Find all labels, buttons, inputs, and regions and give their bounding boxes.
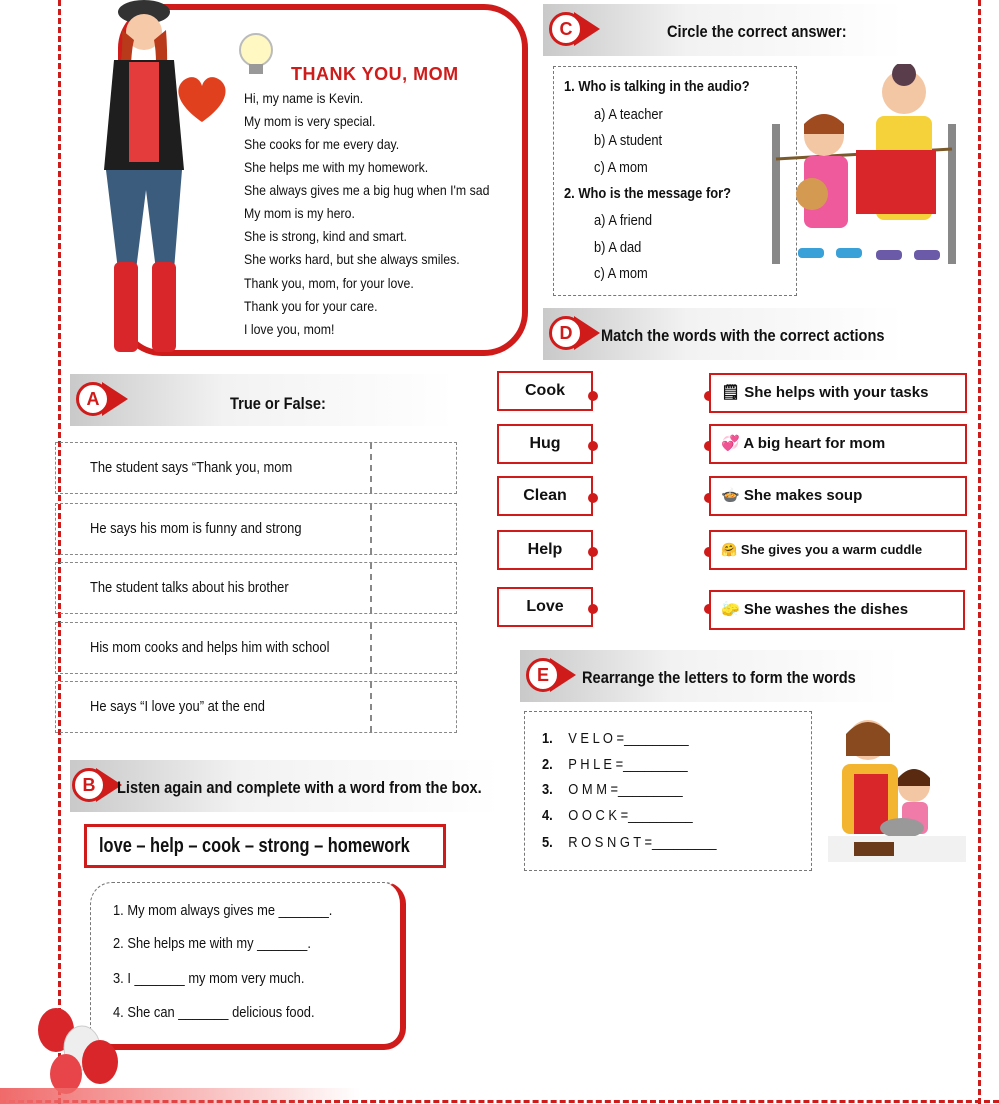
letter-line: She cooks for me every day. <box>244 136 400 152</box>
answer-blank[interactable]: _________ <box>651 834 717 851</box>
cooking-illustration <box>806 716 966 866</box>
heart-icon: 💞 <box>721 435 740 452</box>
answer-option[interactable]: b) A dad <box>594 239 642 256</box>
answer-blank[interactable]: _________ <box>628 807 693 824</box>
task-list-icon: 🗒 <box>721 384 741 401</box>
word-box <box>84 824 446 868</box>
answer-box[interactable] <box>370 682 456 732</box>
hug-icon: 🤗 <box>721 542 738 557</box>
section-a-title: True or False: <box>230 394 326 413</box>
true-false-row <box>55 622 457 674</box>
item-number: 3. <box>542 781 553 798</box>
section-b-title: Listen again and complete with a word from the box. <box>117 778 482 797</box>
answer-blank[interactable]: _________ <box>624 730 689 747</box>
match-word[interactable]: Help <box>497 530 593 570</box>
answer-box[interactable] <box>370 504 456 554</box>
match-word[interactable]: Cook <box>497 371 593 411</box>
true-false-row <box>55 562 457 614</box>
rearrange-item <box>542 730 689 747</box>
match-dot[interactable] <box>588 493 598 503</box>
statement-text: He says his mom is funny and strong <box>90 520 302 537</box>
section-d-title: Match the words with the correct actions <box>601 326 885 345</box>
letter-line: She is strong, kind and smart. <box>244 228 407 244</box>
question-2: 2. Who is the message for? <box>564 185 732 202</box>
match-action[interactable] <box>709 373 967 413</box>
statement-text: His mom cooks and helps him with school <box>90 639 330 656</box>
true-false-row <box>55 442 457 494</box>
item-number: 1. <box>542 730 553 747</box>
letter-line: My mom is my hero. <box>244 205 355 221</box>
answer-box[interactable] <box>370 563 456 613</box>
fill-sentence[interactable]: 4. She can _______ delicious food. <box>113 1004 315 1021</box>
answer-option[interactable]: b) A student <box>594 132 663 149</box>
rearrange-item <box>542 781 683 798</box>
section-c-title: Circle the correct answer: <box>667 22 847 41</box>
letter-line: She helps me with my homework. <box>244 159 429 175</box>
match-word[interactable]: Love <box>497 587 593 627</box>
answer-box[interactable] <box>370 443 456 493</box>
item-number: 5. <box>542 834 553 851</box>
action-text: She gives you a warm cuddle <box>740 542 923 557</box>
circle-answer-box <box>553 66 797 296</box>
match-action[interactable] <box>709 530 967 570</box>
page-border-right <box>978 0 981 1104</box>
question-1: 1. Who is talking in the audio? <box>564 78 750 95</box>
match-dot[interactable] <box>588 547 598 557</box>
item-number: 2. <box>542 756 553 773</box>
rearrange-item <box>542 807 693 824</box>
section-d-badge: D <box>549 316 583 350</box>
match-action[interactable] <box>709 590 965 630</box>
true-false-row <box>55 503 457 555</box>
scrambled-letters: R O S N G T = <box>568 834 652 851</box>
item-number: 4. <box>542 807 553 824</box>
letter-line: I love you, mom! <box>244 321 335 337</box>
heart-icon <box>174 74 230 124</box>
action-text: She helps with your tasks <box>744 384 929 401</box>
letter-line: Thank you for your care. <box>244 298 378 314</box>
section-e-badge: E <box>526 658 560 692</box>
fill-sentence[interactable]: 1. My mom always gives me _______. <box>113 902 333 919</box>
match-action[interactable] <box>709 424 967 464</box>
scrambled-letters: O O C K = <box>568 807 629 824</box>
answer-option[interactable]: a) A friend <box>594 212 653 229</box>
answer-option[interactable]: c) A mom <box>594 265 648 282</box>
answer-blank[interactable]: _________ <box>618 781 683 798</box>
scrambled-letters: P H L E = <box>568 756 624 773</box>
statement-text: The student talks about his brother <box>90 579 289 596</box>
rearrange-item <box>542 834 717 851</box>
action-text: A big heart for mom <box>743 435 886 452</box>
action-text: She makes soup <box>743 487 863 504</box>
soup-icon: 🍲 <box>721 487 740 504</box>
match-word[interactable]: Hug <box>497 424 593 464</box>
true-false-row <box>55 681 457 733</box>
section-c-badge: C <box>549 12 583 46</box>
statement-text: He says “I love you” at the end <box>90 698 265 715</box>
sponge-icon: 🧽 <box>721 601 740 618</box>
match-dot[interactable] <box>588 391 598 401</box>
letter-line: She always gives me a big hug when I'm sad <box>244 182 490 198</box>
answer-box[interactable] <box>370 623 456 673</box>
match-dot[interactable] <box>588 604 598 614</box>
letter-line: My mom is very special. <box>244 113 376 129</box>
answer-option[interactable]: c) A mom <box>594 159 648 176</box>
mom-illustration <box>74 0 254 364</box>
letter-line: She works hard, but she always smiles. <box>244 251 460 267</box>
section-a-badge: A <box>76 382 110 416</box>
answer-option[interactable]: a) A teacher <box>594 106 663 123</box>
action-text: She washes the dishes <box>743 601 909 618</box>
scrambled-letters: O M M = <box>568 781 619 798</box>
letter-line: Hi, my name is Kevin. <box>244 90 364 106</box>
match-dot[interactable] <box>588 441 598 451</box>
bottom-decor-strip <box>0 1088 360 1104</box>
match-action[interactable] <box>709 476 967 516</box>
fill-sentence[interactable]: 3. I _______ my mom very much. <box>113 970 305 987</box>
fill-sentence[interactable]: 2. She helps me with my _______. <box>113 935 311 952</box>
answer-blank[interactable]: _________ <box>623 756 688 773</box>
section-e-title: Rearrange the letters to form the words <box>582 668 856 687</box>
letter-line: Thank you, mom, for your love. <box>244 275 414 291</box>
match-word[interactable]: Clean <box>497 476 593 516</box>
section-b-badge: B <box>72 768 106 802</box>
rearrange-item <box>542 756 688 773</box>
scrambled-letters: V E L O = <box>568 730 625 747</box>
word-box-text: love – help – cook – strong – homework <box>99 835 410 857</box>
statement-text: The student says “Thank you, mom <box>90 459 293 476</box>
lightbulb-icon <box>234 30 280 80</box>
laundry-illustration <box>764 64 964 272</box>
letter-title: THANK YOU, MOM <box>291 64 459 84</box>
